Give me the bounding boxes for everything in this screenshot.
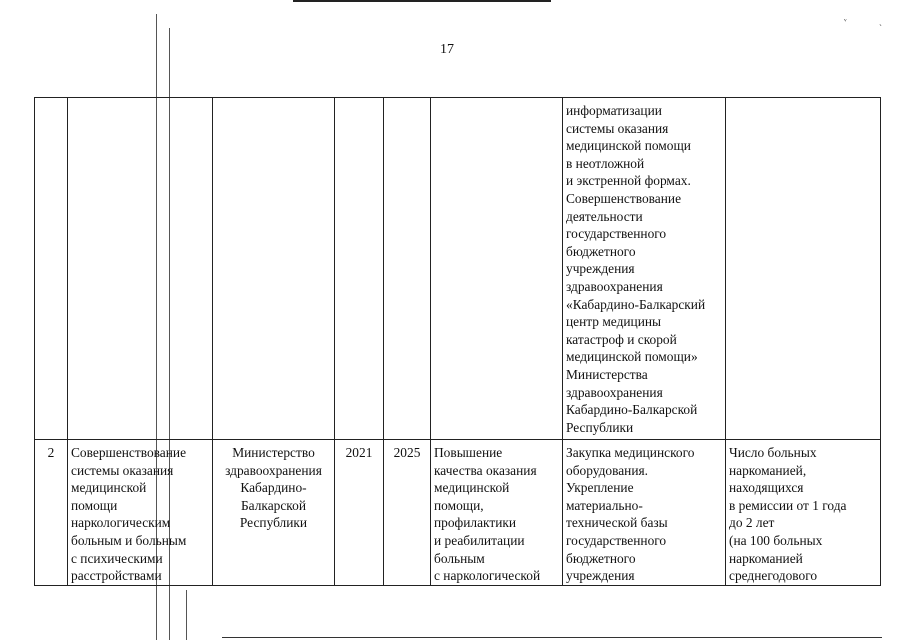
- cell-start-year: 2021: [335, 440, 384, 586]
- scan-line: [186, 590, 187, 640]
- cell-indicators: Число больных наркоманией, находящихся в ремиссии от 1 года до 2 лет (на 100 больных наркоманией среднегодового: [726, 440, 881, 586]
- cell-activities: Закупка медицинского оборудования. Укрепление материально- технической базы государственного бюджетного учреждения: [563, 440, 726, 586]
- cell-expected-result: Повышение качества оказания медицинской помощи, профилактики и реабилитации больным с наркологической: [431, 440, 563, 586]
- page-number: 17: [440, 42, 454, 57]
- cell-number: 2: [35, 440, 68, 586]
- top-scan-rule: [293, 0, 551, 2]
- cell-end-year: [384, 98, 431, 440]
- program-table: [34, 97, 881, 586]
- cell-expected-result: [431, 98, 563, 440]
- cell-indicators: [726, 98, 881, 440]
- cell-name: Совершенствование системы оказания медицинской помощи наркологическим больным и больным с психическими расстройствами: [68, 440, 213, 586]
- bottom-scan-rule: [222, 637, 882, 638]
- cell-activities: информатизации системы оказания медицинской помощи в неотложной и экстренной формах. Совершенствование деятельности государственного бюджетного учреждения здравоохранения «Кабардино-Балкарский центр медицины катастроф и скорой медицинской помощи» Министерства здравоохранения Кабардино-Балкарской Республики: [563, 98, 726, 440]
- cell-responsible: [213, 98, 335, 440]
- table-row: [35, 98, 881, 440]
- cell-end-year: 2025: [384, 440, 431, 586]
- table-row: [35, 440, 881, 586]
- corner-mark: ˎ: [879, 16, 882, 26]
- cell-number: [35, 98, 68, 440]
- cell-responsible: Министерство здравоохранения Кабардино- Балкарской Республики: [213, 440, 335, 586]
- cell-start-year: [335, 98, 384, 440]
- cell-name: [68, 98, 213, 440]
- corner-mark: ᵛ: [844, 16, 847, 26]
